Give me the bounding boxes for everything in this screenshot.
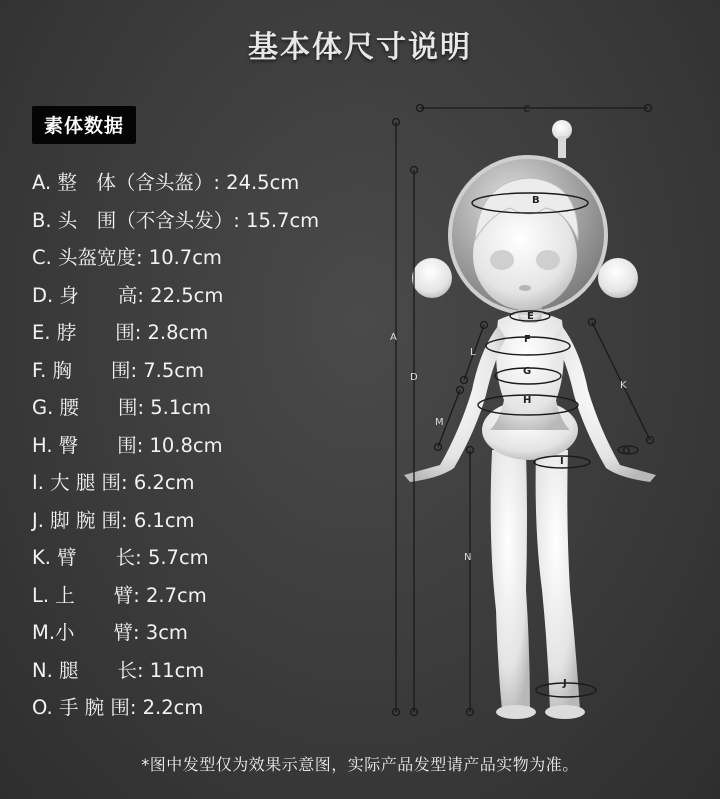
footnote: *图中发型仅为效果示意图，实际产品发型请产品实物为准。 — [141, 755, 579, 774]
page-title: 基本体尺寸说明 — [248, 30, 472, 65]
doll-diagram — [380, 90, 700, 730]
spec-item: B. 头 围（不含头发）: 15.7cm — [32, 208, 320, 232]
marker-i: I — [560, 456, 564, 467]
spec-item: M.小 臂: 3cm — [32, 621, 188, 644]
eye-left — [490, 250, 514, 270]
marker-o: O — [622, 446, 631, 457]
spec-item: D. 身 高: 22.5cm — [32, 283, 224, 307]
spec-item: F. 胸 围: 7.5cm — [32, 358, 204, 382]
helmet-orb-left — [412, 258, 452, 298]
section-label: 素体数据 — [32, 106, 136, 144]
spec-item: G. 腰 围: 5.1cm — [32, 396, 212, 419]
left-leg — [491, 450, 530, 710]
spec-item: N. 腿 长: 11cm — [32, 658, 205, 682]
marker-n: N — [464, 552, 472, 563]
marker-l: L — [470, 347, 476, 358]
spec-item: J. 脚 腕 围: 6.1cm — [32, 508, 195, 532]
marker-h: H — [523, 395, 532, 406]
helmet-antenna — [558, 136, 566, 158]
spec-item: O. 手 腕 围: 2.2cm — [32, 696, 204, 719]
spec-item: A. 整 体（含头盔）: 24.5cm — [32, 171, 300, 194]
marker-b: B — [532, 195, 540, 206]
spec-item: L. 上 臂: 2.7cm — [32, 583, 207, 607]
marker-m: M — [435, 417, 444, 428]
shoe-right — [545, 705, 585, 719]
spec-item: I. 大 腿 围: 6.2cm — [32, 471, 195, 494]
spec-item: H. 臀 围: 10.8cm — [32, 433, 223, 457]
marker-d: D — [410, 372, 418, 383]
marker-j: J — [563, 678, 567, 689]
marker-k: K — [620, 380, 627, 391]
mouth — [519, 285, 531, 291]
marker-c: C — [523, 104, 531, 115]
marker-e: E — [527, 311, 534, 322]
spec-item: E. 脖 围: 2.8cm — [32, 321, 209, 344]
doll-illustration — [380, 90, 700, 730]
marker-a: A — [390, 332, 397, 343]
spec-list — [32, 168, 392, 731]
shoe-left — [496, 705, 536, 719]
marker-g: G — [523, 366, 532, 377]
spec-item: C. 头盔宽度: 10.7cm — [32, 246, 222, 269]
right-leg — [536, 450, 580, 710]
eye-right — [536, 250, 560, 270]
marker-f: F — [524, 334, 531, 345]
spec-item: K. 臂 长: 5.7cm — [32, 546, 209, 569]
helmet-orb-right — [598, 258, 638, 298]
